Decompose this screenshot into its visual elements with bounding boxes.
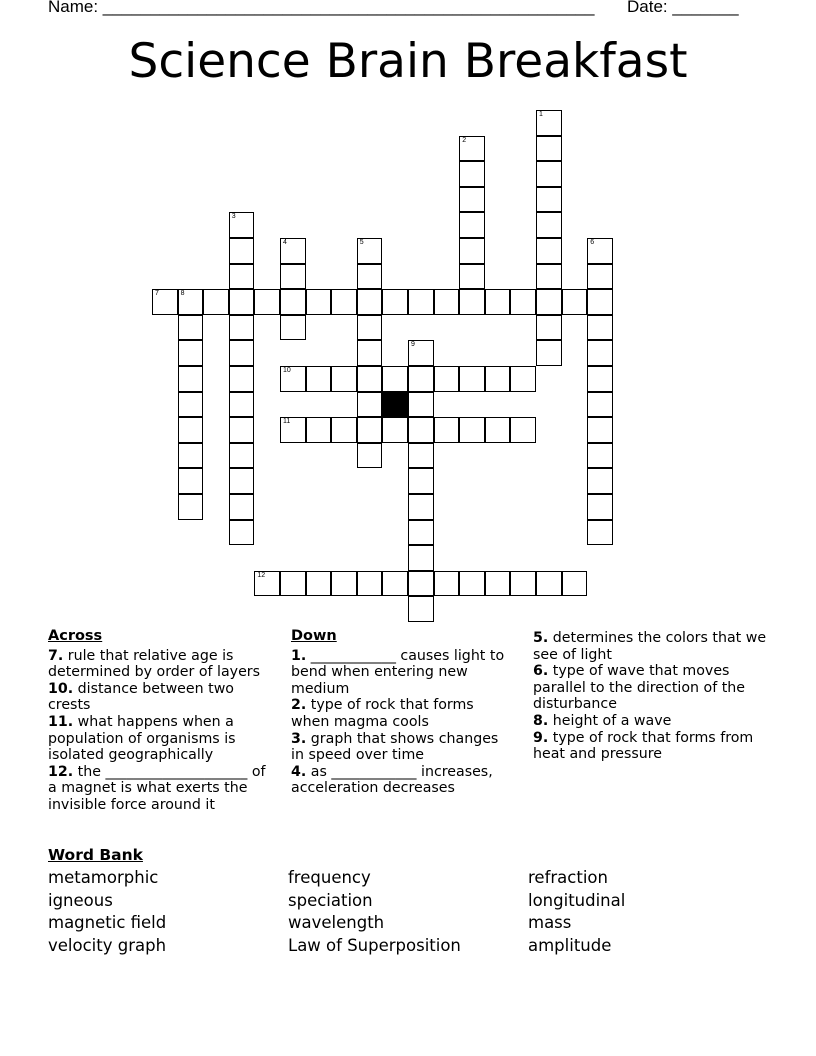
down-heading: Down xyxy=(291,628,337,644)
crossword-cell[interactable] xyxy=(178,417,204,443)
clue-number: 7. xyxy=(48,647,64,664)
clue-across-12 xyxy=(48,764,273,814)
crossword-cell[interactable] xyxy=(510,366,536,392)
crossword-cell[interactable] xyxy=(178,366,204,392)
crossword-cell[interactable] xyxy=(459,187,485,213)
crossword-cell[interactable] xyxy=(587,289,613,315)
crossword-cell[interactable] xyxy=(434,366,460,392)
word-bank-column xyxy=(528,867,625,958)
crossword-cell[interactable] xyxy=(587,238,613,264)
clue-text: ____________ causes light to bend when entering new medium xyxy=(291,647,505,697)
crossword-cell[interactable] xyxy=(536,212,562,238)
crossword-cell[interactable] xyxy=(280,289,306,315)
crossword-cell[interactable] xyxy=(485,366,511,392)
crossword-cell[interactable] xyxy=(152,289,178,315)
clue-number: 9. xyxy=(533,729,549,746)
crossword-cell[interactable] xyxy=(510,417,536,443)
crossword-cell[interactable] xyxy=(587,494,613,520)
crossword-cell[interactable] xyxy=(434,571,460,597)
name-field-label[interactable]: Name: ____________________________________________________ xyxy=(48,0,595,16)
word-bank-item: amplitude xyxy=(528,936,612,956)
crossword-cell[interactable] xyxy=(408,520,434,546)
crossword-cell[interactable] xyxy=(485,289,511,315)
clue-down-2 xyxy=(291,697,511,730)
crossword-cell[interactable] xyxy=(459,289,485,315)
crossword-cell[interactable] xyxy=(434,289,460,315)
clue-down-4 xyxy=(291,764,511,797)
clue-down-5 xyxy=(533,630,768,663)
crossword-cell[interactable] xyxy=(510,289,536,315)
crossword-cell[interactable] xyxy=(536,289,562,315)
crossword-cell[interactable] xyxy=(587,315,613,341)
clue-down-9 xyxy=(533,730,768,763)
crossword-cell[interactable] xyxy=(306,571,332,597)
crossword-cell[interactable] xyxy=(562,289,588,315)
crossword-cell[interactable] xyxy=(357,340,383,366)
crossword-cell[interactable] xyxy=(587,392,613,418)
crossword-cell[interactable] xyxy=(280,315,306,341)
crossword-cell[interactable] xyxy=(280,264,306,290)
crossword-cell[interactable] xyxy=(587,417,613,443)
clue-down-3 xyxy=(291,731,511,764)
clue-text: distance between two crests xyxy=(48,680,234,714)
clue-text: type of rock that forms when magma cools xyxy=(291,697,474,730)
page-title: Science Brain Breakfast xyxy=(128,34,688,89)
crossword-cell[interactable] xyxy=(587,340,613,366)
word-bank-column xyxy=(288,867,461,958)
crossword-cell[interactable] xyxy=(357,238,383,264)
crossword-cell[interactable] xyxy=(229,443,255,469)
clue-text: type of wave that moves parallel to the direction of the disturbance xyxy=(533,663,745,713)
crossword-cell[interactable] xyxy=(459,161,485,187)
across-clues xyxy=(48,628,273,814)
crossword-cell[interactable] xyxy=(229,212,255,238)
clue-number: 10. xyxy=(48,680,74,697)
crossword-cell[interactable] xyxy=(408,392,434,418)
clue-text: the ____________________ of a magnet is what exerts the invisible force around it xyxy=(48,763,266,813)
word-bank-item: wavelength xyxy=(288,913,385,933)
crossword-cell[interactable] xyxy=(178,340,204,366)
word-bank-item: mass xyxy=(528,913,572,933)
clue-number: 12. xyxy=(48,763,74,780)
clue-number: 4. xyxy=(291,763,307,780)
word-bank-item: Law of Superposition xyxy=(288,936,461,956)
crossword-cell[interactable] xyxy=(229,264,255,290)
clue-text: type of rock that forms from heat and pressure xyxy=(533,729,754,763)
crossword-cell[interactable] xyxy=(382,366,408,392)
crossword-cell[interactable] xyxy=(587,366,613,392)
crossword-cell[interactable] xyxy=(536,110,562,136)
clue-text: what happens when a population of organisms is isolated geographically xyxy=(48,713,236,764)
crossword-cell[interactable] xyxy=(408,443,434,469)
crossword-cell[interactable] xyxy=(459,417,485,443)
clue-across-11 xyxy=(48,714,273,764)
word-bank-item: igneous xyxy=(48,890,113,910)
clue-number: 5. xyxy=(533,630,549,646)
crossword-cell[interactable] xyxy=(229,366,255,392)
crossword-cell[interactable] xyxy=(408,366,434,392)
crossword-cell[interactable] xyxy=(178,289,204,315)
crossword-cell[interactable] xyxy=(178,494,204,520)
clue-text: graph that shows changes in speed over time xyxy=(291,730,499,764)
crossword-cell[interactable] xyxy=(229,340,255,366)
crossword-cell[interactable] xyxy=(357,366,383,392)
crossword-cell[interactable] xyxy=(459,264,485,290)
clue-number: 8. xyxy=(533,712,549,729)
clue-down-1 xyxy=(291,648,511,698)
word-bank-item: magnetic field xyxy=(48,913,167,933)
cell-number: 2 xyxy=(462,136,467,144)
crossword-cell[interactable] xyxy=(203,289,229,315)
crossword-cell[interactable] xyxy=(254,571,280,597)
cell-number: 1 xyxy=(539,111,543,118)
crossword-cell[interactable] xyxy=(229,392,255,418)
crossword-cell[interactable] xyxy=(536,315,562,341)
crossword-cell[interactable] xyxy=(485,417,511,443)
crossword-cell[interactable] xyxy=(459,212,485,238)
down-clues-col2 xyxy=(533,630,768,763)
clue-text: as ____________ increases, acceleration decreases xyxy=(291,763,493,797)
crossword-cell[interactable] xyxy=(331,417,357,443)
clue-number: 3. xyxy=(291,730,307,747)
crossword-cell[interactable] xyxy=(536,264,562,290)
crossword-cell[interactable] xyxy=(382,417,408,443)
crossword-cell[interactable] xyxy=(331,571,357,597)
crossword-cell[interactable] xyxy=(229,494,255,520)
crossword-cell[interactable] xyxy=(229,238,255,264)
crossword-cell[interactable] xyxy=(229,520,255,546)
crossword-cell[interactable] xyxy=(587,264,613,290)
crossword-cell[interactable] xyxy=(408,545,434,571)
clue-number: 11. xyxy=(48,713,74,730)
clue-text: height of a wave xyxy=(552,712,672,729)
crossword-cell[interactable] xyxy=(280,417,306,443)
word-bank-item: refraction xyxy=(528,868,608,887)
crossword-cell[interactable] xyxy=(280,571,306,597)
crossword-cell[interactable] xyxy=(434,417,460,443)
crossword-cell[interactable] xyxy=(178,443,204,469)
word-bank-item: metamorphic xyxy=(48,868,159,887)
crossword-cell[interactable] xyxy=(280,366,306,392)
crossword-cell[interactable] xyxy=(587,443,613,469)
crossword-cell[interactable] xyxy=(229,289,255,315)
crossword-cell[interactable] xyxy=(306,366,332,392)
crossword-cell[interactable] xyxy=(510,571,536,597)
crossword-cell[interactable] xyxy=(459,238,485,264)
crossword-cell[interactable] xyxy=(562,571,588,597)
crossword-cell[interactable] xyxy=(459,571,485,597)
cell-number: 4 xyxy=(283,239,287,246)
crossword-cell[interactable] xyxy=(357,315,383,341)
crossword-cell[interactable] xyxy=(587,468,613,494)
cell-number: 5 xyxy=(359,239,364,246)
cell-number: 12 xyxy=(257,571,266,579)
crossword-cell[interactable] xyxy=(459,136,485,162)
crossword-cell[interactable] xyxy=(331,366,357,392)
crossword-cell[interactable] xyxy=(357,443,383,469)
crossword-cell[interactable] xyxy=(408,417,434,443)
crossword-cell[interactable] xyxy=(408,289,434,315)
crossword-cell[interactable] xyxy=(280,238,306,264)
crossword-cell[interactable] xyxy=(408,494,434,520)
clue-across-7 xyxy=(48,648,273,681)
crossword-cell[interactable] xyxy=(408,571,434,597)
word-bank-heading: Word Bank xyxy=(48,846,143,864)
crossword-cell[interactable] xyxy=(306,417,332,443)
crossword-cell[interactable] xyxy=(536,187,562,213)
crossword-cell[interactable] xyxy=(178,392,204,418)
clue-down-8 xyxy=(533,713,768,730)
crossword-cell[interactable] xyxy=(357,417,383,443)
cell-number: 3 xyxy=(231,213,236,221)
crossword-cell[interactable] xyxy=(536,340,562,366)
crossword-cell[interactable] xyxy=(536,571,562,597)
crossword-cell[interactable] xyxy=(229,468,255,494)
crossword-cell[interactable] xyxy=(459,366,485,392)
word-bank-item: longitudinal xyxy=(528,890,626,910)
clue-text: rule that relative age is determined by order of layers xyxy=(48,647,261,681)
crossword-cell[interactable] xyxy=(229,315,255,341)
word-bank-item: frequency xyxy=(288,868,371,887)
crossword-cell[interactable] xyxy=(536,238,562,264)
crossword-cell[interactable] xyxy=(382,571,408,597)
crossword-cell[interactable] xyxy=(357,264,383,290)
crossword-cell[interactable] xyxy=(536,136,562,162)
crossword-cell[interactable] xyxy=(178,468,204,494)
cell-number: 11 xyxy=(283,418,291,426)
shaded-cell xyxy=(382,392,408,418)
down-clues-col1 xyxy=(291,628,511,797)
crossword-cell[interactable] xyxy=(382,289,408,315)
crossword-cell[interactable] xyxy=(331,289,357,315)
cell-number: 6 xyxy=(590,239,595,246)
clue-number: 1. xyxy=(291,647,307,664)
crossword-cell[interactable] xyxy=(306,289,332,315)
clue-across-10 xyxy=(48,681,273,714)
crossword-cell[interactable] xyxy=(408,596,434,622)
cell-number: 8 xyxy=(180,290,185,298)
cell-number: 10 xyxy=(283,367,291,374)
word-bank-column xyxy=(48,867,166,958)
crossword-cell[interactable] xyxy=(485,571,511,597)
word-bank-item: velocity graph xyxy=(48,936,167,956)
crossword-cell[interactable] xyxy=(229,417,255,443)
crossword-cell[interactable] xyxy=(408,340,434,366)
crossword-cell[interactable] xyxy=(587,520,613,546)
clue-number: 2. xyxy=(291,697,307,714)
clue-down-6 xyxy=(533,663,768,713)
clue-number: 6. xyxy=(533,663,549,680)
crossword-cell[interactable] xyxy=(357,289,383,315)
clue-text: determines the colors that we see of light xyxy=(533,630,767,663)
crossword-cell[interactable] xyxy=(357,571,383,597)
date-field-label[interactable]: Date: _______ xyxy=(627,0,739,16)
crossword-cell[interactable] xyxy=(254,289,280,315)
crossword-cell[interactable] xyxy=(178,315,204,341)
cell-number: 9 xyxy=(411,341,415,349)
cell-number: 7 xyxy=(155,290,159,298)
across-heading: Across xyxy=(48,628,103,644)
crossword-cell[interactable] xyxy=(357,392,383,418)
crossword-cell[interactable] xyxy=(536,161,562,187)
crossword-cell[interactable] xyxy=(408,468,434,494)
word-bank-item: speciation xyxy=(288,890,373,910)
